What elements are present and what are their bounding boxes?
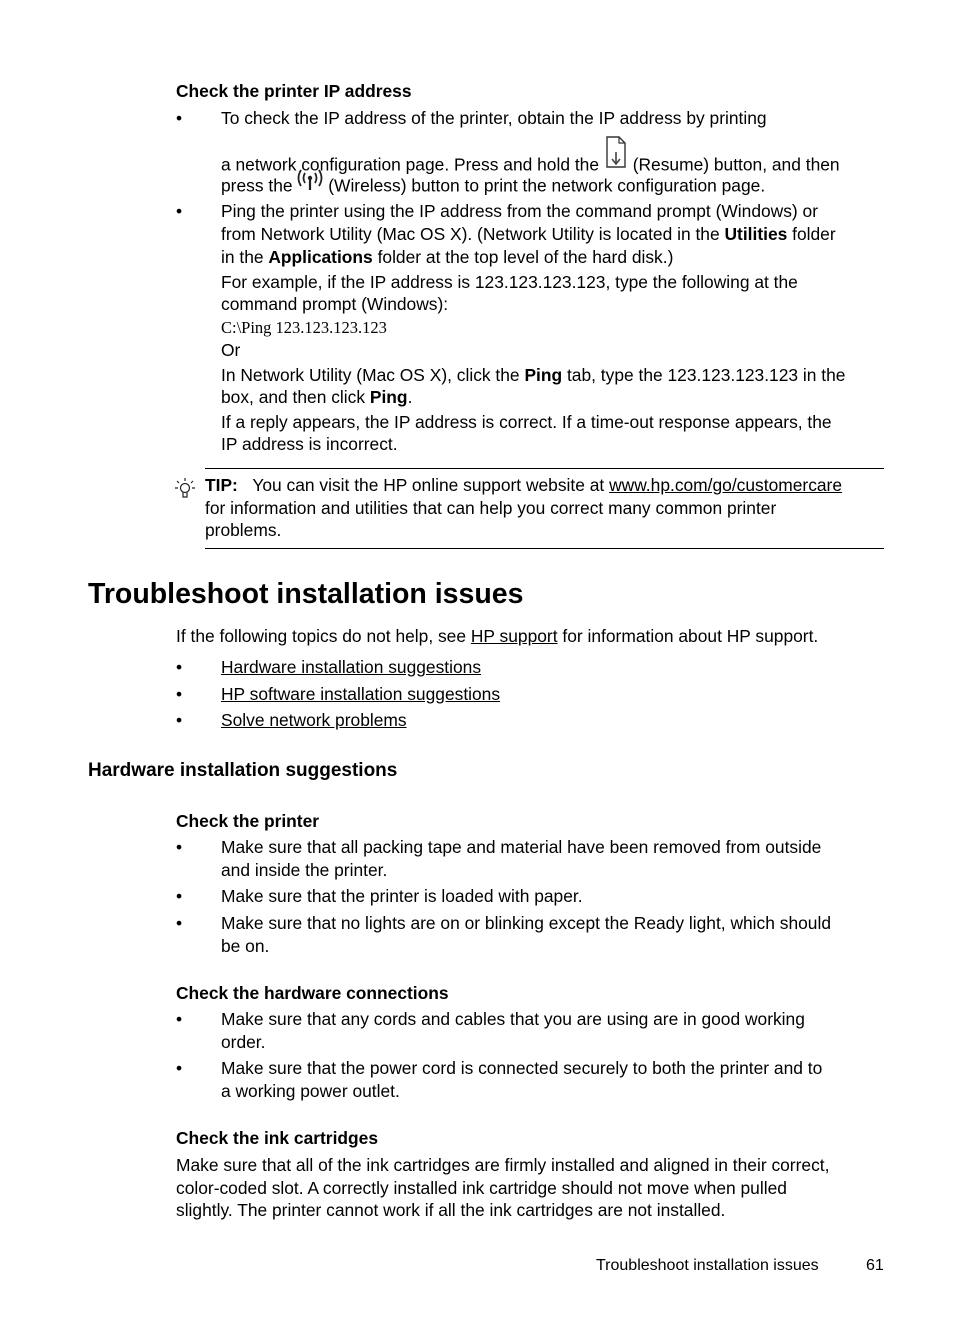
subheading-check-ink: Check the ink cartridges [176, 1128, 378, 1148]
bullet-marker: • [176, 1009, 183, 1029]
connections-bullet-1 [221, 1008, 805, 1053]
subheading-check-printer: Check the printer [176, 811, 320, 831]
bullet-marker: • [176, 684, 183, 704]
bullet-marker: • [176, 657, 183, 677]
printer-bullet-3 [221, 912, 831, 957]
printer-bullet-1 [221, 836, 821, 881]
intro-paragraph [176, 626, 818, 647]
bullet-line: Make sure that all packing tape and material have been removed from outside [221, 837, 822, 857]
tip-body [205, 474, 842, 542]
ip-bullet-2-line: IP address is incorrect. [221, 434, 398, 454]
ip-bullet-2-line: Ping the printer using the IP address from the command prompt (Windows) or [221, 201, 819, 221]
footer-section-name: Troubleshoot installation issues [596, 1257, 819, 1274]
ip-bullet-2-line [221, 246, 845, 269]
paragraph-line: slightly. The printer cannot work if all the ink cartridges are not installed. [176, 1200, 726, 1220]
bullet-line: Make sure that any cords and cables that you are using are in good working [221, 1009, 805, 1029]
ip-bullet-1-line3 [221, 173, 765, 201]
subsection-title: Hardware installation suggestions [88, 760, 398, 781]
text-span: If the following topics do not help, see [176, 626, 471, 646]
bullet-line: and inside the printer. [221, 859, 388, 880]
ip-bullet-1-line1: To check the IP address of the printer, obtain the IP address by printing [221, 108, 767, 128]
text-span: in the [221, 247, 269, 267]
text-span: tab, type the 123.123.123.123 in the [562, 364, 846, 385]
bullet-line: order. [221, 1031, 266, 1052]
hp-support-link[interactable]: HP support [470, 626, 558, 646]
page-number: 61 [866, 1257, 884, 1274]
text-span: box, and then click [221, 387, 370, 407]
ip-bullet-2-line: If a reply appears, the IP address is correct. If a time-out response appears, the [221, 411, 832, 432]
text-span: folder at the top level of the hard disk.) [372, 247, 674, 267]
wireless-icon [297, 169, 323, 197]
text-span: In Network Utility (Mac OS X), click the [221, 364, 525, 385]
subheading-check-connections: Check the hardware connections [176, 983, 449, 1003]
bold-term: Ping [524, 364, 563, 385]
ip-bullet-2-line [221, 364, 845, 387]
section-title: Troubleshoot installation issues [88, 578, 524, 610]
bullet-marker: • [176, 201, 183, 221]
tip-line: for information and utilities that can help you correct many common printer [205, 497, 777, 518]
ink-paragraph [176, 1154, 829, 1222]
ip-bullet-1-text: press the [221, 175, 293, 196]
tip-text: You can visit the HP online support website at [252, 475, 610, 495]
software-suggestions-link[interactable]: HP software installation suggestions [221, 684, 501, 704]
paragraph-line: color-coded slot. A correctly installed ink cartridge should not move when pulled [176, 1177, 787, 1198]
ip-bullet-1-text: (Wireless) button to print the network configuration page. [328, 175, 766, 196]
bullet-marker: • [176, 886, 183, 906]
tip-top-rule [205, 468, 884, 469]
tip-bottom-rule [205, 548, 884, 549]
resume-icon [604, 136, 628, 176]
bullet-marker: • [176, 913, 183, 933]
hardware-suggestions-link[interactable]: Hardware installation suggestions [221, 657, 482, 677]
text-span: for information about HP support. [557, 626, 819, 646]
text-span: from Network Utility (Mac OS X). (Network Utility is located in the [221, 223, 725, 244]
tip-line: problems. [205, 520, 282, 540]
bullet-line: Make sure that no lights are on or blinking except the Ready light, which should [221, 913, 831, 933]
bullet-marker: • [176, 710, 183, 730]
ip-bullet-2-line [221, 223, 845, 246]
bullet-marker: • [176, 108, 183, 128]
command-example: C:\Ping 123.123.123.123 [221, 317, 387, 337]
connections-bullet-2 [221, 1057, 822, 1102]
or-label: Or [221, 340, 241, 360]
paragraph-line: Make sure that all of the ink cartridges are firmly installed and aligned in their correct, [176, 1155, 830, 1175]
bold-term: Ping [369, 387, 408, 407]
text-span: folder [787, 223, 836, 244]
customercare-link[interactable]: www.hp.com/go/customercare [609, 475, 843, 495]
ip-bullet-2 [221, 200, 845, 456]
subheading-check-ip: Check the printer IP address [176, 81, 412, 101]
bullet-line: a working power outlet. [221, 1080, 400, 1101]
ip-bullet-2-line: command prompt (Windows): [221, 294, 449, 314]
ip-bullet-1-text: a network configuration page. Press and hold the [221, 154, 600, 175]
bullet-marker: • [176, 837, 183, 857]
printer-bullet-2: Make sure that the printer is loaded with paper. [221, 886, 583, 906]
network-problems-link[interactable]: Solve network problems [221, 710, 407, 730]
lightbulb-icon [174, 476, 196, 507]
ip-bullet-2-line: For example, if the IP address is 123.123.123.123, type the following at the [221, 271, 798, 292]
ip-bullet-2-line [221, 386, 845, 409]
bullet-marker: • [176, 1058, 183, 1078]
bold-term: Utilities [724, 223, 788, 244]
bold-term: Applications [268, 247, 373, 267]
bullet-line: be on. [221, 935, 270, 956]
ip-bullet-1-text: (Resume) button, and then [632, 154, 840, 175]
tip-line [205, 474, 842, 497]
text-span: . [407, 387, 413, 407]
bullet-line: Make sure that the power cord is connected securely to both the printer and to [221, 1058, 823, 1078]
tip-label: TIP: [205, 475, 238, 495]
